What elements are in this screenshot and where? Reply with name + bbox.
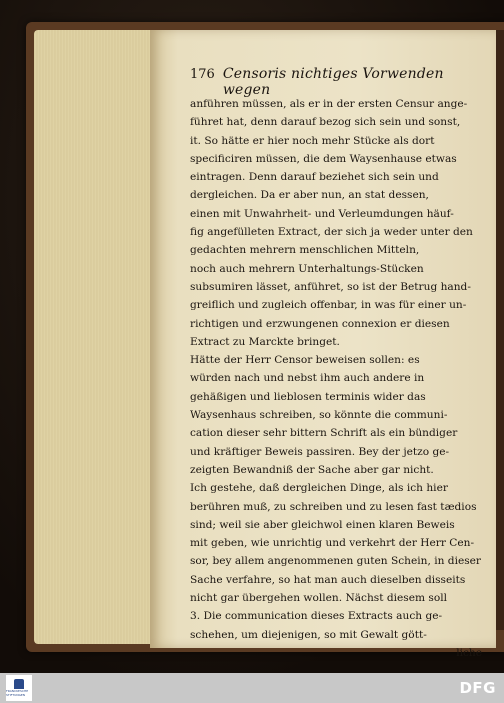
text-line: sor, bey allem angenommenen guten Schein, in dieser bbox=[190, 555, 481, 568]
text-line: anführen müssen, als er in der ersten Censur ange- bbox=[190, 98, 468, 110]
running-head: Censoris nichtiges Vorwenden wegen bbox=[222, 66, 444, 98]
text-line: fig angefülleten Extract, der sich ja weder unter den bbox=[190, 226, 473, 239]
text-line: nicht gar übergehen wollen. Nächst diesem soll bbox=[190, 592, 447, 605]
text-line: führet hat, denn darauf bezog sich sein und sonst, bbox=[190, 116, 461, 129]
text-line: richtigen und erzwungenen connexion er diesen bbox=[190, 317, 450, 330]
text-line: Waysenhaus schreiben, so könnte die communi- bbox=[190, 409, 448, 422]
text-line: specificiren müssen, die dem Waysenhause etwas bbox=[190, 152, 457, 165]
text-line: eintragen. Denn darauf beziehet sich sein und bbox=[190, 171, 439, 184]
text-line: würden nach und nebst ihm auch andere in bbox=[190, 372, 425, 385]
text-line: subsumiren lässet, anführet, so ist der Betrug hand- bbox=[190, 280, 471, 293]
text-line: Extract zu Marckte bringet. bbox=[190, 335, 340, 348]
building-icon bbox=[14, 679, 24, 689]
text-line: mit geben, wie unrichtig und verkehrt der Herr Cen- bbox=[190, 537, 475, 550]
library-logo[interactable] bbox=[6, 675, 32, 701]
text-line: Sache verfahre, so hat man auch dieselben disseits bbox=[190, 573, 466, 586]
text-line: gehäßigen und lieblosen terminis wider das bbox=[190, 390, 426, 403]
facing-page-edge bbox=[496, 30, 504, 630]
page-header bbox=[190, 66, 482, 98]
text-line: greiflich und zugleich offenbar, in was für einer un- bbox=[190, 299, 467, 312]
text-line: 3. Die communication dieses Extracts auch ge- bbox=[190, 610, 443, 623]
text-line: Hätte der Herr Censor beweisen sollen: es bbox=[190, 354, 420, 367]
page-edges bbox=[34, 30, 156, 644]
body-text bbox=[190, 95, 482, 662]
text-line: cation dieser sehr bittern Schrift als ein bündiger bbox=[190, 427, 458, 440]
text-line: dergleichen. Da er aber nun, an stat dessen, bbox=[190, 189, 429, 202]
library-logo-text: FRANCKESCHE STIFTUNGEN bbox=[6, 689, 29, 697]
text-line: gedachten mehrern menschlichen Mitteln, bbox=[190, 244, 420, 257]
text-line: und kräftiger Beweis passiren. Bey der jetzo ge- bbox=[190, 445, 450, 458]
text-line: zeigten Bewandniß der Sache aber gar nicht. bbox=[190, 463, 434, 476]
text-line: berühren muß, zu schreiben und zu lesen fast tædios bbox=[190, 500, 477, 513]
text-line: liche bbox=[456, 646, 482, 659]
text-line: Ich gestehe, daß dergleichen Dinge, als ich hier bbox=[190, 482, 448, 495]
text-line: sind; weil sie aber gleichwol einen klaren Beweis bbox=[190, 518, 455, 531]
page-number: 176 bbox=[190, 67, 215, 82]
text-line: schehen, um diejenigen, so mit Gewalt gött- bbox=[190, 628, 427, 641]
viewer-footer bbox=[0, 673, 504, 703]
text-line: it. So hätte er hier noch mehr Stücke als dort bbox=[190, 134, 435, 147]
dfg-logo[interactable]: DFG bbox=[459, 679, 496, 697]
text-line: noch auch mehrern Unterhaltungs-Stücken bbox=[190, 262, 424, 275]
text-line: einen mit Unwahrheit- und Verleumdungen häuf- bbox=[190, 207, 454, 220]
